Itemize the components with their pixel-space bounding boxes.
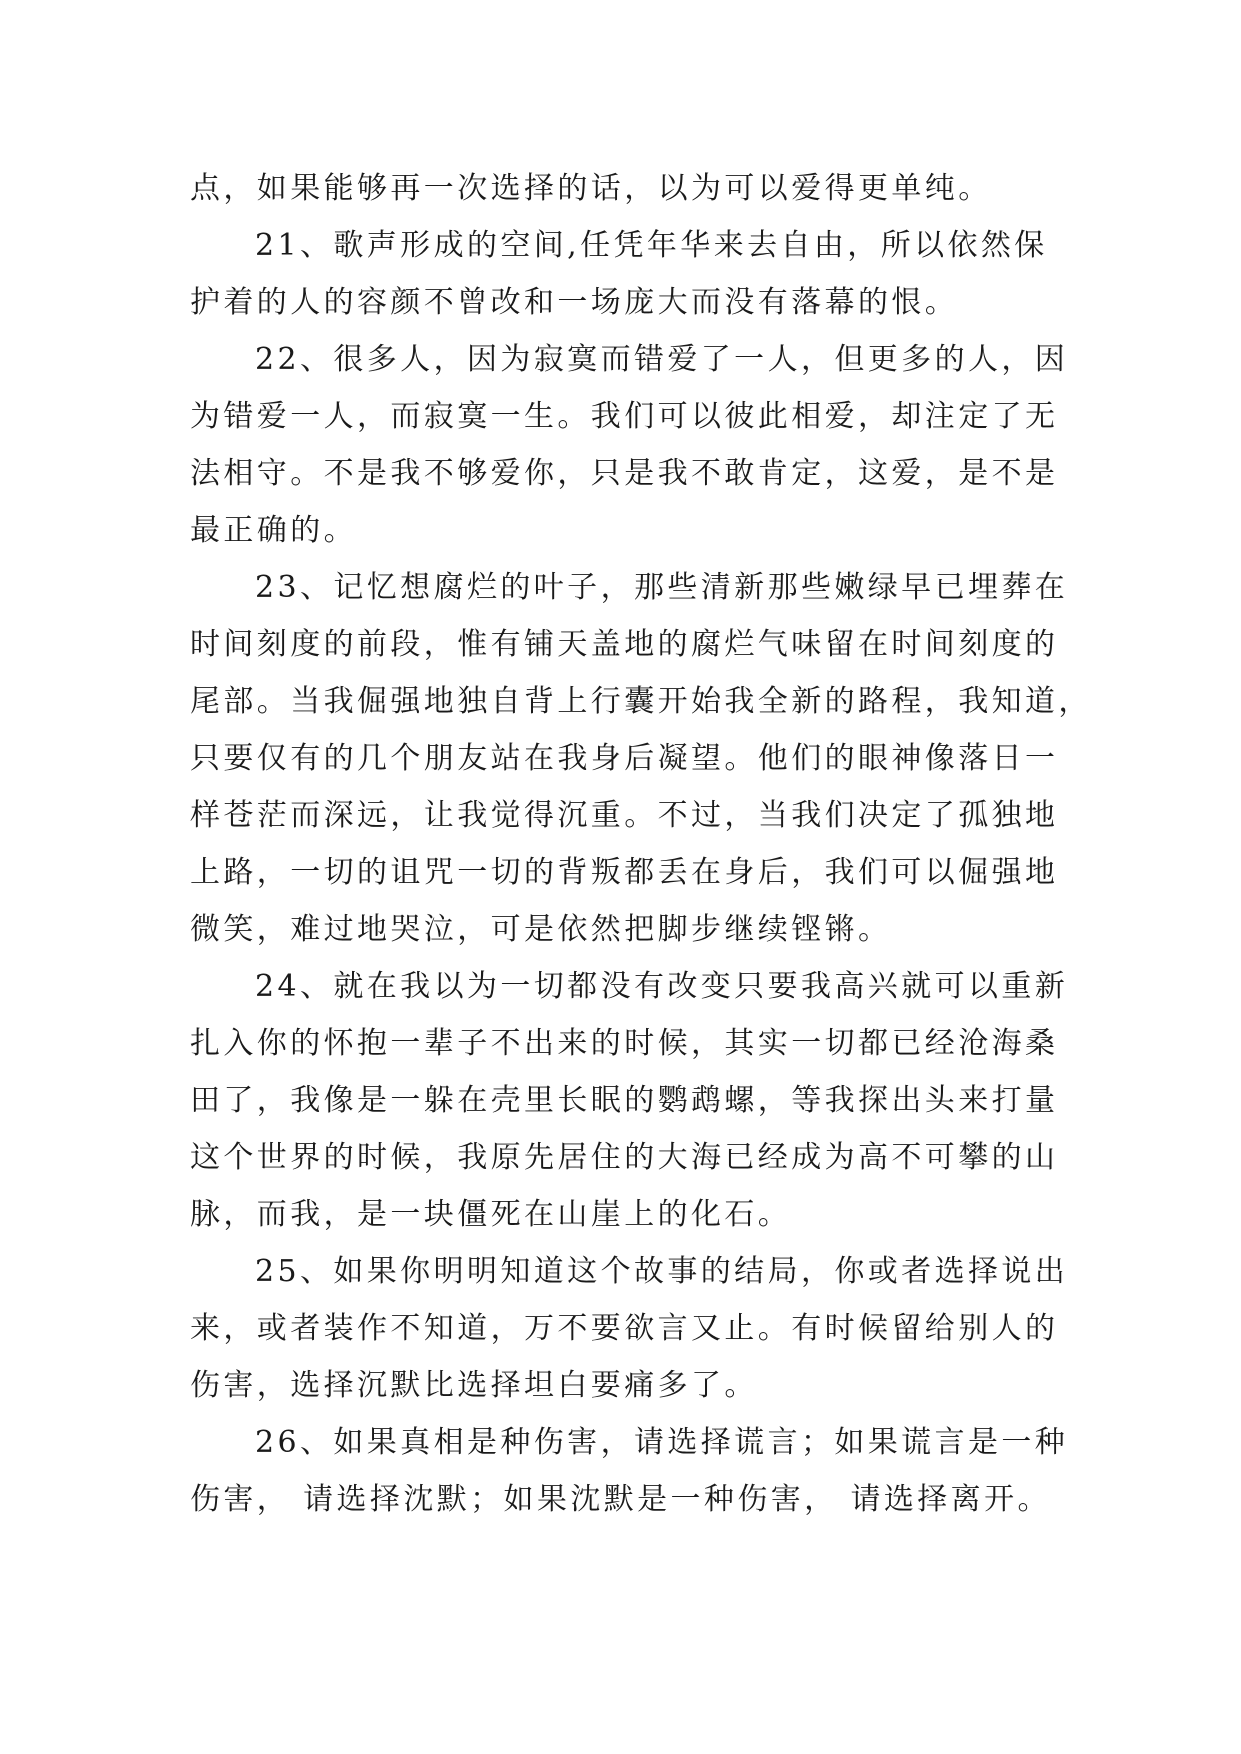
text-line: 田了，我像是一躲在壳里长眠的鹦鹉螺，等我探出头来打量 [190,1083,1059,1118]
text-line: 只要仅有的几个朋友站在我身后凝望。他们的眼神像落日一 [190,741,1059,776]
text-line: 护着的人的容颜不曾改和一场庞大而没有落幕的恨。 [190,285,959,320]
text-line: 法相守。不是我不够爱你，只是我不敢肯定，这爱，是不是 [190,456,1059,491]
text-line: 微笑，难过地哭泣，可是依然把脚步继续铿锵。 [190,912,892,947]
text-line: 22、很多人，因为寂寞而错爱了一人，但更多的人，因 [255,342,1069,377]
text-line: 上路，一切的诅咒一切的背叛都丢在身后，我们可以倔强地 [190,855,1059,890]
text-line: 21、歌声形成的空间,任凭年华来去自由，所以依然保 [255,228,1048,263]
text-line: 为错爱一人，而寂寞一生。我们可以彼此相爱，却注定了无 [190,399,1059,434]
text-line: 这个世界的时候，我原先居住的大海已经成为高不可攀的山 [190,1140,1059,1175]
text-line: 尾部。当我倔强地独自背上行囊开始我全新的路程，我知道， [190,684,1092,719]
text-line: 最正确的。 [190,513,357,548]
text-line: 来，或者装作不知道，万不要欲言又止。有时候留给别人的 [190,1311,1059,1346]
text-line: 点，如果能够再一次选择的话，以为可以爱得更单纯。 [190,171,992,206]
text-line: 23、记忆想腐烂的叶子，那些清新那些嫩绿早已埋葬在 [255,570,1069,605]
text-line: 伤害，选择沉默比选择坦白要痛多了。 [190,1368,758,1403]
text-line: 伤害， 请选择沈默；如果沈默是一种伤害， 请选择离开。 [190,1482,1051,1517]
text-line: 脉，而我，是一块僵死在山崖上的化石。 [190,1197,792,1232]
text-line: 时间刻度的前段，惟有铺天盖地的腐烂气味留在时间刻度的 [190,627,1059,662]
text-line: 样苍茫而深远，让我觉得沉重。不过，当我们决定了孤独地 [190,798,1059,833]
text-line: 扎入你的怀抱一辈子不出来的时候，其实一切都已经沧海桑 [190,1026,1059,1061]
document-body [190,160,1092,1528]
text-line: 26、如果真相是种伤害，请选择谎言；如果谎言是一种 [255,1425,1069,1460]
text-line: 24、就在我以为一切都没有改变只要我高兴就可以重新 [255,969,1069,1004]
text-line: 25、如果你明明知道这个故事的结局，你或者选择说出 [255,1254,1069,1289]
